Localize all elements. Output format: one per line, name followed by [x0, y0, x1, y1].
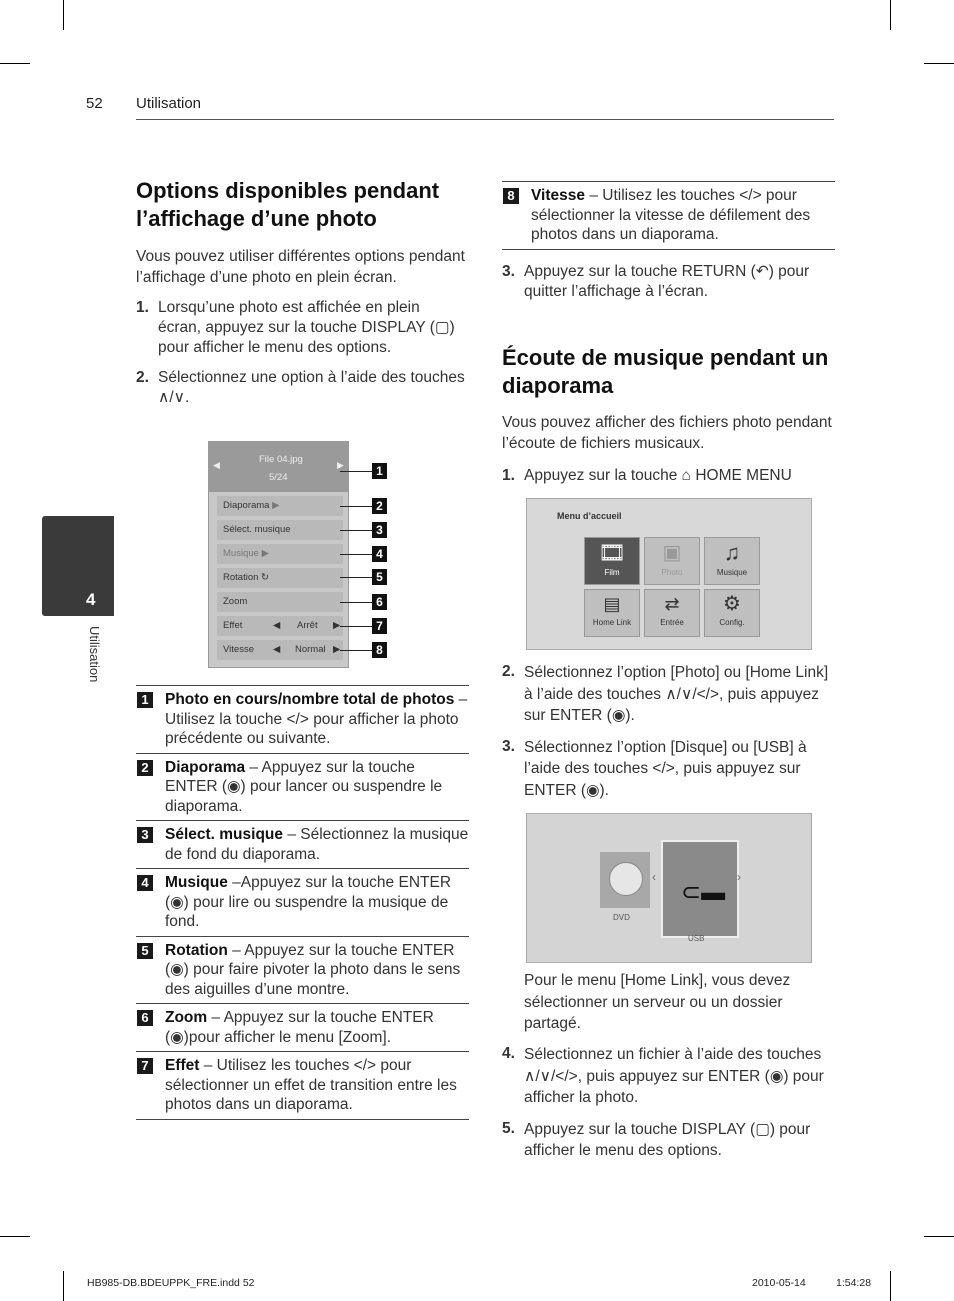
menu-item-select-musique[interactable] — [217, 520, 343, 540]
left-arrow-icon: ‹ — [652, 870, 656, 884]
crop-mark — [890, 0, 891, 30]
home-menu-title: Menu d’accueil — [557, 511, 622, 521]
step-text: Appuyez sur la touche RETURN (↶) pour quitter l’affichage à l’écran. — [524, 263, 810, 300]
footer-time: 1:54:28 — [836, 1277, 872, 1289]
tile-label: Musique — [716, 568, 748, 577]
menu-item-label: Effet — [223, 620, 243, 631]
step-number: 2. — [502, 663, 515, 680]
row-badge: 5 — [137, 943, 153, 959]
step-text: Appuyez sur la touche ⌂ HOME MENU — [524, 467, 792, 484]
step-number: 1. — [136, 299, 149, 316]
play-icon: ▶ — [272, 500, 280, 511]
page-number: 52 — [86, 95, 103, 112]
step-text: Lorsqu’une photo est affichée en plein écran, appuyez sur la touche DISPLAY (▢) pour afficher le menu des options. — [158, 299, 455, 356]
intro-paragraph: Vous pouvez utiliser différentes options pendant l’affichage d’une photo en plein écran. — [136, 248, 465, 286]
tile-label: Entrée — [660, 618, 684, 627]
callout-1: 1 — [372, 463, 387, 479]
step — [502, 262, 835, 302]
crop-mark — [0, 63, 30, 64]
step — [502, 737, 835, 802]
menu-item-diaporama[interactable] — [217, 496, 343, 516]
rotate-icon: ↻ — [261, 572, 269, 583]
step — [502, 1044, 835, 1109]
menu-item-label: Musique — [223, 548, 259, 559]
row-title: Musique — [165, 874, 228, 891]
device-select-screenshot — [526, 813, 812, 963]
play-icon: ▶ — [261, 548, 269, 559]
callout-leader — [340, 530, 372, 531]
row-text: – Sélectionnez la musique de fond du diaporama. — [165, 826, 469, 863]
tile-label: Film — [604, 568, 620, 577]
footer-date: 2010-05-14 — [752, 1277, 806, 1289]
row-text: – Utilisez les touches </> pour sélectionner un effet de transition entre les photos dans un diaporama. — [165, 1057, 457, 1113]
table-row — [136, 868, 469, 936]
options-table-left — [136, 685, 469, 1120]
callout-2: 2 — [372, 498, 387, 514]
row-badge: 1 — [137, 692, 153, 708]
table-end-rule — [136, 1119, 469, 1120]
row-text: – Appuyez sur la touche ENTER (◉) pour faire pivoter la photo dans le sens des aiguilles d’une montre. — [165, 941, 461, 998]
disc-label: DVD — [613, 913, 630, 922]
note-text: Pour le menu [Home Link], vous devez sélectionner un serveur ou un dossier partagé. — [524, 972, 791, 1032]
home-link-note — [524, 970, 824, 1035]
row-badge: 6 — [137, 1010, 153, 1026]
usb-tile[interactable] — [661, 840, 739, 938]
row-text: – Utilisez les touches </> pour sélectionner la vitesse de défilement des photos dans un diaporama. — [531, 187, 811, 243]
callout-leader — [340, 602, 372, 603]
table-row — [502, 181, 835, 249]
menu-item-label: Zoom — [223, 596, 248, 607]
right-arrow-icon: ▶ — [333, 644, 341, 655]
row-text: – Appuyez sur la touche ENTER (◉) pour lancer ou suspendre le diaporama. — [165, 758, 443, 815]
row-text: –Appuyez sur la touche ENTER (◉) pour lire ou suspendre la musique de fond. — [165, 874, 452, 930]
menu-item-effet[interactable] — [217, 616, 343, 636]
tile-label: Home Link — [592, 618, 632, 627]
row-badge: 2 — [137, 760, 153, 776]
disc-icon — [609, 862, 643, 896]
menu-item-label: Vitesse — [223, 644, 254, 655]
tile-label: Config. — [719, 618, 745, 627]
step-text: Appuyez sur la touche DISPLAY (▢) pour afficher le menu des options. — [524, 1120, 811, 1159]
music-icon: ♫ — [723, 540, 741, 565]
row-text: – Utilisez la touche </> pour afficher la photo précédente ou suivante. — [165, 691, 468, 747]
input-icon: ⇄ — [664, 594, 680, 614]
tile-photo[interactable] — [644, 537, 700, 585]
row-title: Sélect. musique — [165, 826, 284, 843]
row-title: Zoom — [165, 1009, 208, 1026]
table-row — [136, 936, 469, 1004]
menu-item-label: Diaporama — [223, 500, 270, 511]
right-steps-2-3 — [502, 662, 835, 801]
callout-leader — [340, 626, 372, 627]
disc-tile[interactable] — [600, 852, 650, 908]
film-icon: 🎞 — [598, 540, 626, 565]
next-arrow-icon: ▶ — [337, 460, 344, 470]
step-text: Sélectionnez l’option [Disque] ou [USB] à l’aide des touches </>, puis appuyez sur ENTER (◉). — [524, 738, 807, 799]
table-row — [136, 685, 469, 753]
step-text: Sélectionnez une option à l’aide des touches ∧/∨. — [158, 369, 465, 406]
callout-leader — [340, 471, 372, 472]
crop-mark — [890, 1271, 891, 1301]
file-name: File 04.jpg — [259, 454, 303, 465]
tile-film[interactable] — [584, 537, 640, 585]
step-text: Sélectionnez un fichier à l’aide des touches ∧/∨/</>, puis appuyez sur ENTER (◉) pour afficher la photo. — [524, 1046, 824, 1106]
step-number: 3. — [502, 263, 515, 280]
step-number: 4. — [502, 1045, 515, 1062]
right-step-3 — [502, 262, 835, 302]
callout-3: 3 — [372, 522, 387, 538]
row-badge: 4 — [137, 875, 153, 891]
section-heading: Options disponibles pendant l’affichage d’une photo — [136, 178, 440, 231]
prev-arrow-icon: ◀ — [213, 460, 220, 470]
crop-mark — [63, 1271, 64, 1301]
right-arrow-icon: › — [737, 870, 741, 884]
crop-mark — [924, 1236, 954, 1237]
callout-4: 4 — [372, 546, 387, 562]
network-icon: ▤ — [603, 594, 621, 614]
menu-item-vitesse[interactable] — [217, 640, 343, 660]
tile-home-link[interactable] — [584, 589, 640, 637]
intro-paragraph: Vous pouvez afficher des fichiers photo pendant l’écoute de fichiers musicaux. — [502, 414, 832, 452]
row-badge: 3 — [137, 827, 153, 843]
callout-leader — [340, 577, 372, 578]
usb-label: USB — [688, 934, 705, 943]
chapter-label-text: Utilisation — [87, 626, 102, 683]
step-number: 3. — [502, 737, 515, 755]
chapter-label — [80, 626, 110, 706]
step-number: 1. — [502, 467, 515, 484]
row-title: Photo en cours/nombre total de photos — [165, 691, 455, 708]
table-row — [136, 820, 469, 868]
step — [502, 662, 835, 727]
menu-item-musique[interactable] — [217, 544, 343, 564]
callout-leader — [340, 650, 372, 651]
step-text: Sélectionnez l’option [Photo] ou [Home Link] à l’aide des touches ∧/∨/</>, puis appuyez sur ENTER (◉). — [524, 664, 829, 724]
table-row — [136, 753, 469, 821]
running-header: Utilisation — [136, 95, 202, 112]
callout-5: 5 — [372, 569, 387, 585]
menu-item-label: Rotation — [223, 572, 259, 583]
row-text: – Appuyez sur la touche ENTER (◉)pour afficher le menu [Zoom]. — [165, 1009, 434, 1046]
step-number: 2. — [136, 369, 149, 386]
chapter-tab — [42, 516, 114, 616]
row-badge: 7 — [137, 1058, 153, 1074]
photo-options-screenshot — [208, 441, 349, 668]
header-rule — [136, 119, 834, 120]
menu-item-zoom[interactable] — [217, 592, 343, 612]
effet-value: Arrêt — [297, 620, 318, 631]
menu-item-rotation[interactable] — [217, 568, 343, 588]
right-arrow-icon: ▶ — [333, 620, 341, 631]
photo-icon: ▣ — [662, 542, 682, 564]
usb-icon: ⊂▬ — [681, 879, 726, 906]
table-end-rule — [502, 249, 835, 250]
home-menu-screenshot — [526, 498, 812, 650]
step-number: 5. — [502, 1119, 515, 1137]
tile-label: Photo — [661, 568, 683, 577]
crop-mark — [0, 1236, 30, 1237]
callout-leader — [340, 506, 372, 507]
file-info-bar — [209, 442, 348, 492]
right-steps-4-5 — [502, 1044, 835, 1162]
left-column — [136, 177, 466, 408]
chapter-number: 4 — [86, 590, 96, 609]
row-title: Vitesse — [531, 187, 586, 204]
row-title: Rotation — [165, 941, 228, 959]
crop-mark — [63, 0, 64, 30]
tile-musique[interactable] — [704, 537, 760, 585]
table-row — [136, 1051, 469, 1119]
row-title: Effet — [165, 1057, 200, 1074]
step — [136, 368, 466, 408]
step — [502, 466, 835, 486]
step — [502, 1119, 835, 1162]
tile-entree[interactable] — [644, 589, 700, 637]
callout-8: 8 — [372, 642, 387, 658]
row-title: Diaporama — [165, 758, 246, 776]
left-arrow-icon: ◀ — [273, 644, 281, 655]
photo-counter: 5/24 — [269, 472, 288, 483]
crop-mark — [924, 63, 954, 64]
vitesse-value: Normal — [295, 644, 326, 655]
section-heading: Écoute de musique pendant un diaporama — [502, 345, 829, 398]
callout-leader — [340, 554, 372, 555]
tile-config[interactable] — [704, 589, 760, 637]
left-arrow-icon: ◀ — [273, 620, 281, 631]
callout-6: 6 — [372, 594, 387, 610]
gear-icon: ⚙ — [723, 593, 741, 615]
options-table-right — [502, 181, 835, 250]
footer-file: HB985-DB.BDEUPPK_FRE.indd 52 — [87, 1277, 255, 1289]
menu-item-label: Sélect. musique — [223, 524, 291, 535]
callout-7: 7 — [372, 618, 387, 634]
table-row — [136, 1003, 469, 1051]
right-column — [502, 344, 835, 486]
step — [136, 298, 466, 358]
row-badge: 8 — [503, 188, 519, 204]
